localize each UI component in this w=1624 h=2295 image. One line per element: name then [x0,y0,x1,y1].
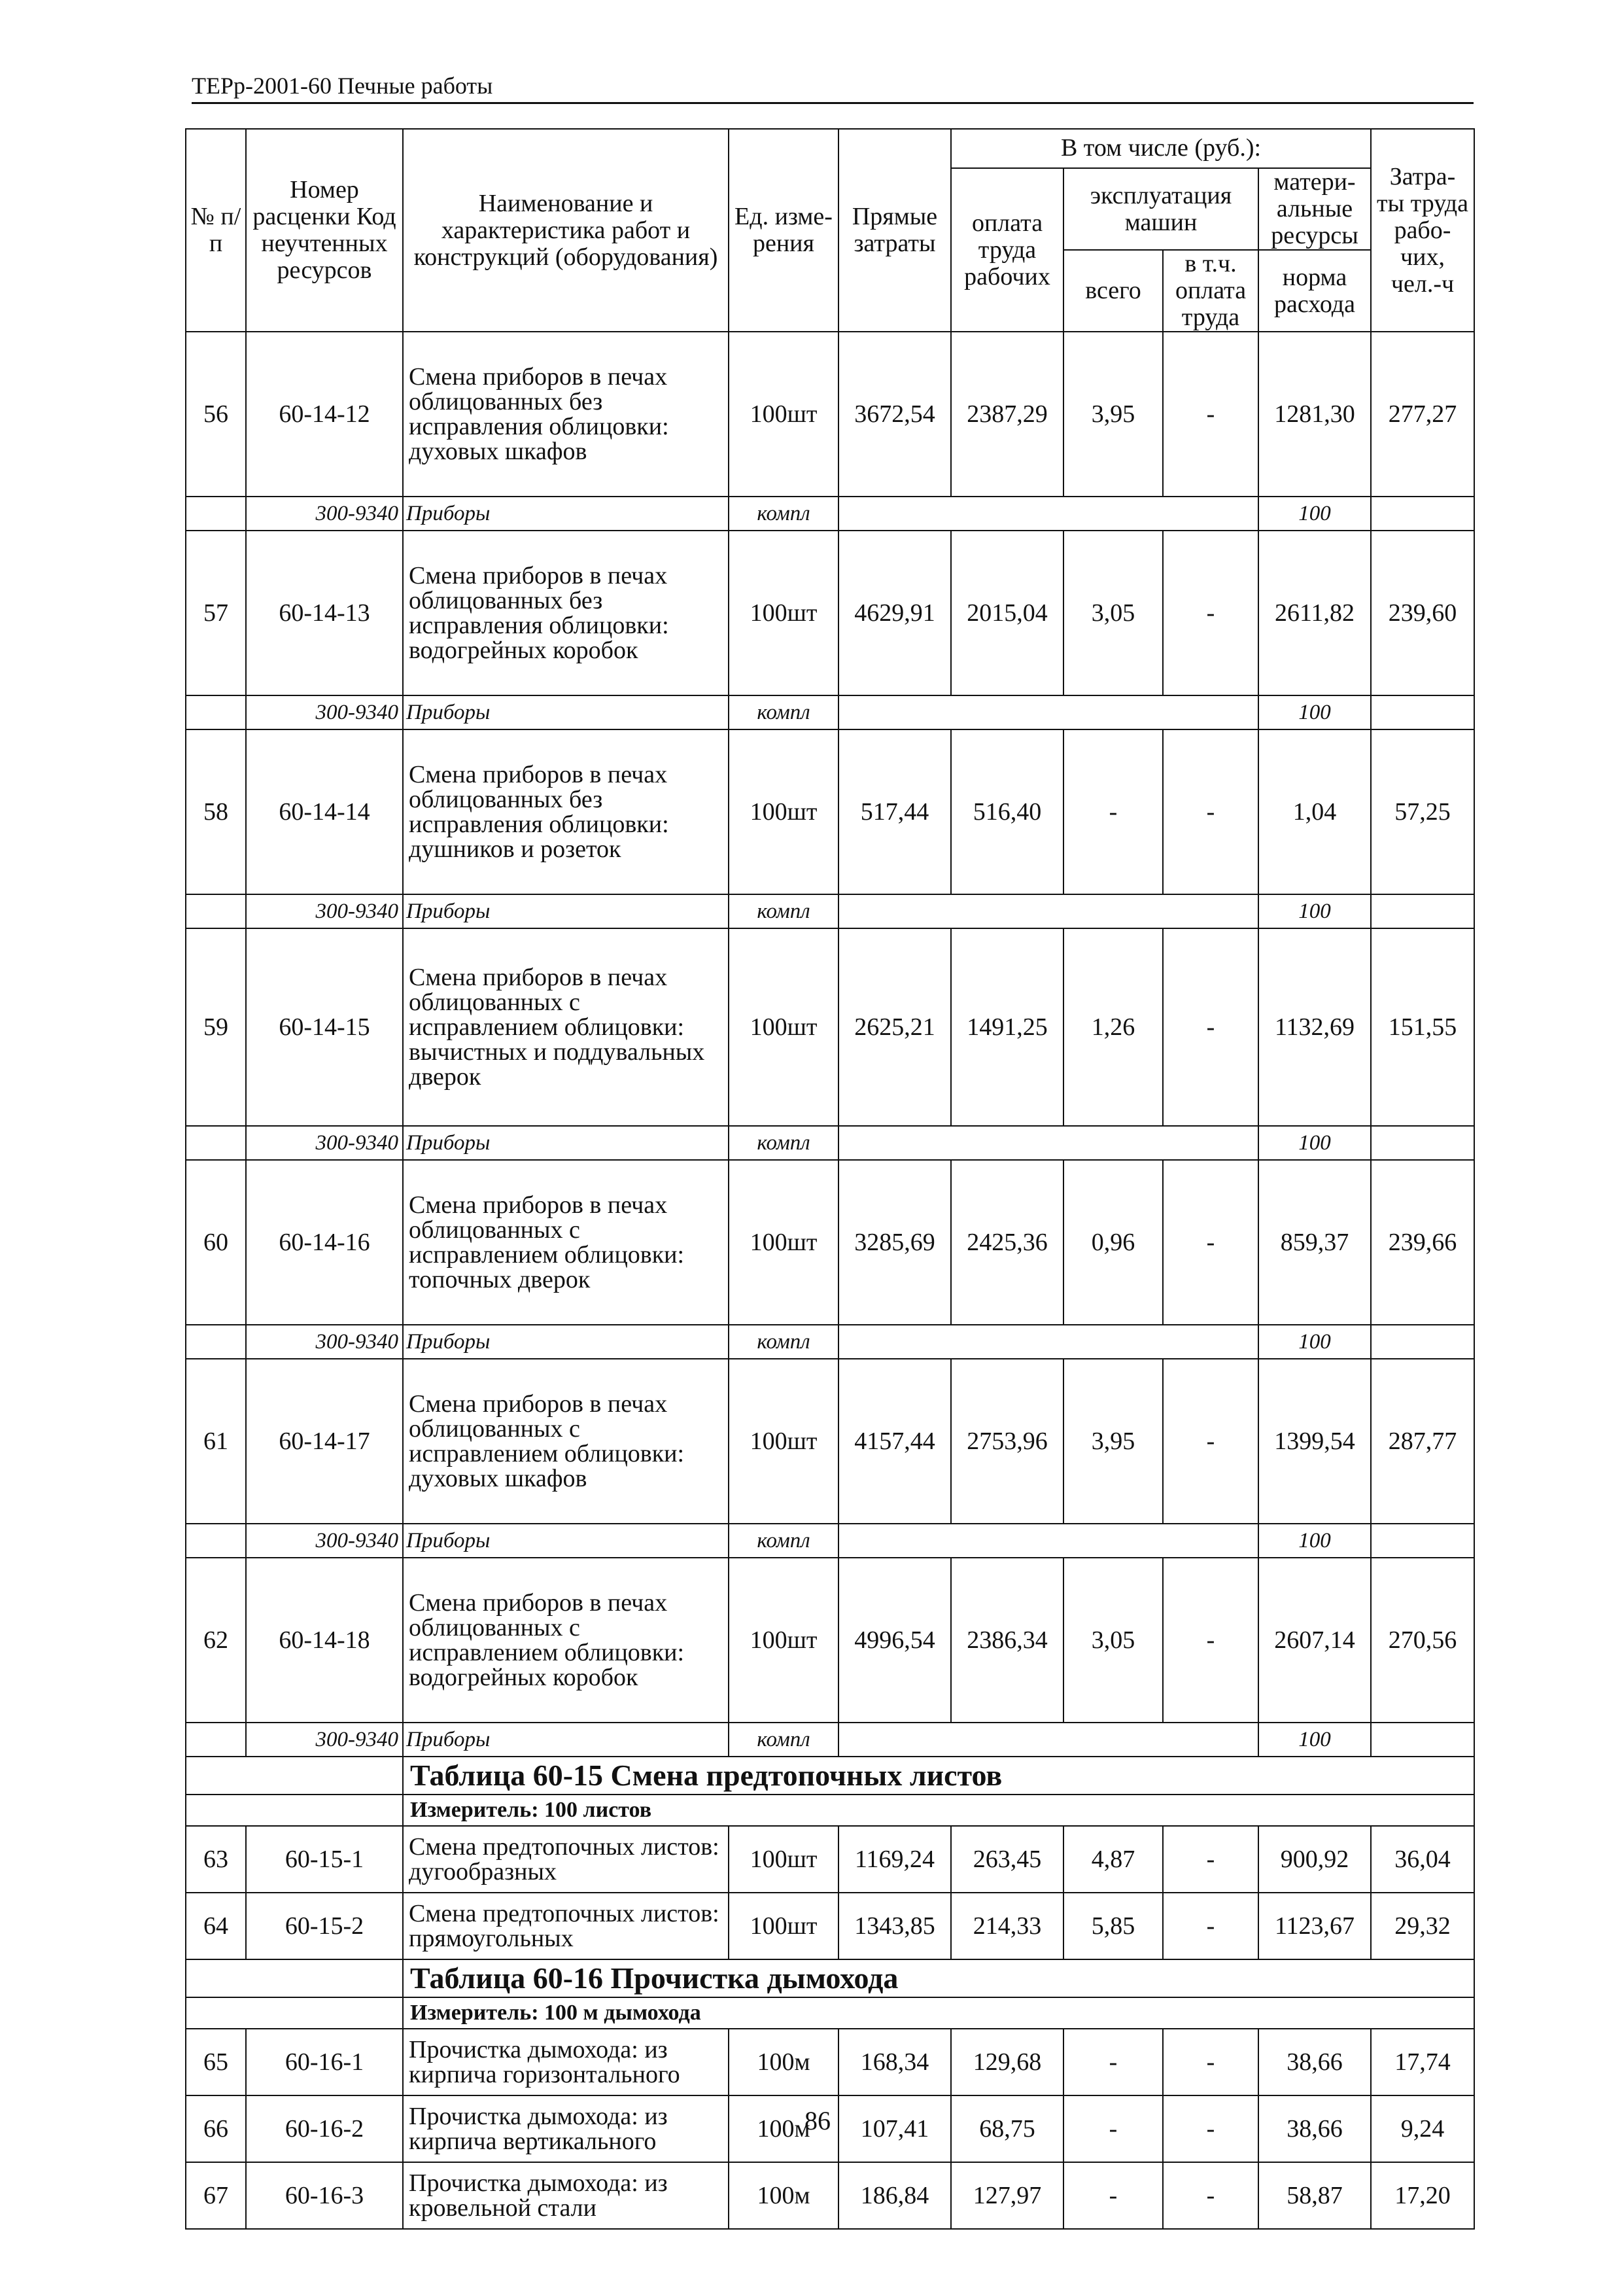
resource-row [186,695,1474,729]
table-row [186,729,1474,894]
row-direct: 1343,85 [838,1893,951,1959]
resource-row [186,1723,1474,1757]
row-code: 60-14-16 [246,1160,403,1325]
row-machines: 3,95 [1063,332,1163,497]
row-machines-pay: - [1163,1160,1258,1325]
table-row [186,2029,1474,2095]
row-materials: 1281,30 [1258,332,1371,497]
row-machines: 3,05 [1063,1558,1163,1723]
row-unit: 100шт [729,1826,838,1893]
table-row [186,1359,1474,1524]
row-code: 60-16-1 [246,2029,403,2095]
row-machines: 5,85 [1063,1893,1163,1959]
row-machines: 4,87 [1063,1826,1163,1893]
price-table [185,128,1475,2230]
col-labor-cost-header: Затра- ты труда рабо- чих, чел.-ч [1371,129,1474,332]
row-labor: 68,75 [951,2095,1063,2162]
document-header [192,72,1474,104]
row-code: 60-16-3 [246,2162,403,2229]
row-unit: 100м [729,2162,838,2229]
row-machines: - [1063,2162,1163,2229]
row-labor: 263,45 [951,1826,1063,1893]
row-hours: 36,04 [1371,1826,1474,1893]
row-unit: 100шт [729,1359,838,1524]
row-num: 62 [186,1558,246,1723]
row-machines-pay: - [1163,2095,1258,2162]
row-machines: 1,26 [1063,928,1163,1126]
row-direct: 3285,69 [838,1160,951,1325]
resource-unit: компл [729,1325,838,1359]
table-row [186,2162,1474,2229]
row-labor: 2425,36 [951,1160,1063,1325]
resource-name: Приборы [403,1524,729,1558]
row-labor: 516,40 [951,729,1063,894]
row-machines: - [1063,729,1163,894]
row-unit: 100шт [729,1160,838,1325]
resource-norm: 100 [1258,497,1371,531]
section-meter-row [186,1795,1474,1826]
row-direct: 517,44 [838,729,951,894]
row-code: 60-14-15 [246,928,403,1126]
row-hours: 239,60 [1371,531,1474,695]
resource-unit: компл [729,497,838,531]
row-name: Смена приборов в печах облицованных без исправления облицовки: душников и розеток [403,729,729,894]
col-num-header: № п/п [186,129,246,332]
row-unit: 100шт [729,531,838,695]
col-unit-header: Ед. изме- рения [729,129,838,332]
resource-norm: 100 [1258,1524,1371,1558]
col-machines-header: эксплуатация машин [1063,168,1258,250]
row-code: 60-14-14 [246,729,403,894]
resource-row [186,1325,1474,1359]
resource-row [186,497,1474,531]
row-num: 57 [186,531,246,695]
row-direct: 107,41 [838,2095,951,2162]
row-direct: 2625,21 [838,928,951,1126]
table-row [186,531,1474,695]
row-num: 61 [186,1359,246,1524]
row-direct: 1169,24 [838,1826,951,1893]
row-hours: 151,55 [1371,928,1474,1126]
resource-code: 300-9340 [246,1524,403,1558]
row-labor: 2387,29 [951,332,1063,497]
resource-code: 300-9340 [246,894,403,928]
table-60-15-title: Таблица 60-15 Смена предтопочных листов [403,1757,1474,1795]
row-name: Смена предтопочных листов: дугообразных [403,1826,729,1893]
resource-code: 300-9340 [246,497,403,531]
row-materials: 38,66 [1258,2095,1371,2162]
resource-code: 300-9340 [246,1325,403,1359]
row-machines-pay: - [1163,1893,1258,1959]
col-code-header: Номер расценки Код неучтенных ресурсов [246,129,403,332]
col-name-header: Наименование и характеристика работ и конструкций (оборудования) [403,129,729,332]
row-machines: 3,05 [1063,531,1163,695]
row-machines-pay: - [1163,2162,1258,2229]
row-num: 59 [186,928,246,1126]
resource-row [186,894,1474,928]
row-machines-pay: - [1163,1359,1258,1524]
resource-name: Приборы [403,894,729,928]
row-code: 60-14-13 [246,531,403,695]
row-materials: 1399,54 [1258,1359,1371,1524]
resource-name: Приборы [403,1325,729,1359]
resource-norm: 100 [1258,1723,1371,1757]
row-num: 56 [186,332,246,497]
row-unit: 100шт [729,1558,838,1723]
table-row [186,1558,1474,1723]
row-num: 65 [186,2029,246,2095]
row-materials: 2611,82 [1258,531,1371,695]
col-machines-pay-header: в т.ч. оплата труда [1163,250,1258,332]
row-direct: 4157,44 [838,1359,951,1524]
row-machines: 0,96 [1063,1160,1163,1325]
row-hours: 17,20 [1371,2162,1474,2229]
row-direct: 186,84 [838,2162,951,2229]
resource-norm: 100 [1258,695,1371,729]
row-name: Смена приборов в печах облицованных с исправлением облицовки: вычистных и поддувальных дверок [403,928,729,1126]
row-labor: 214,33 [951,1893,1063,1959]
row-unit: 100шт [729,729,838,894]
table-60-16-meter: Измеритель: 100 м дымохода [403,1997,1474,2029]
row-unit: 100м [729,2095,838,2162]
row-machines: - [1063,2029,1163,2095]
resource-code: 300-9340 [246,1723,403,1757]
table-body [186,332,1474,2229]
row-code: 60-16-2 [246,2095,403,2162]
row-materials: 859,37 [1258,1160,1371,1325]
row-code: 60-14-17 [246,1359,403,1524]
resource-code: 300-9340 [246,695,403,729]
row-labor: 2386,34 [951,1558,1063,1723]
row-code: 60-15-2 [246,1893,403,1959]
row-direct: 4996,54 [838,1558,951,1723]
col-machines-total-header: всего [1063,250,1163,332]
row-machines-pay: - [1163,332,1258,497]
row-name: Смена приборов в печах облицованных с исправлением облицовки: топочных дверок [403,1160,729,1325]
row-materials: 1132,69 [1258,928,1371,1126]
row-name: Прочистка дымохода: из кирпича горизонтального [403,2029,729,2095]
resource-unit: компл [729,894,838,928]
resource-name: Приборы [403,1723,729,1757]
row-hours: 239,66 [1371,1160,1474,1325]
table-header [186,129,1474,332]
row-code: 60-14-18 [246,1558,403,1723]
row-materials: 2607,14 [1258,1558,1371,1723]
row-name: Смена приборов в печах облицованных без исправления облицовки: духовых шкафов [403,332,729,497]
row-machines-pay: - [1163,1558,1258,1723]
table-row [186,1160,1474,1325]
row-num: 64 [186,1893,246,1959]
resource-norm: 100 [1258,1325,1371,1359]
row-name: Прочистка дымохода: из кирпича вертикального [403,2095,729,2162]
row-machines-pay: - [1163,531,1258,695]
row-labor: 2015,04 [951,531,1063,695]
resource-unit: компл [729,1524,838,1558]
row-hours: 57,25 [1371,729,1474,894]
row-hours: 9,24 [1371,2095,1474,2162]
row-unit: 100шт [729,332,838,497]
row-labor: 129,68 [951,2029,1063,2095]
row-num: 67 [186,2162,246,2229]
row-code: 60-14-12 [246,332,403,497]
resource-norm: 100 [1258,1126,1371,1160]
row-direct: 4629,91 [838,531,951,695]
resource-name: Приборы [403,1126,729,1160]
row-machines: - [1063,2095,1163,2162]
row-name: Прочистка дымохода: из кровельной стали [403,2162,729,2229]
resource-row [186,1524,1474,1558]
row-hours: 277,27 [1371,332,1474,497]
row-materials: 1123,67 [1258,1893,1371,1959]
table-row [186,332,1474,497]
col-labor-pay-header: оплата труда рабочих [951,168,1063,332]
row-machines-pay: - [1163,2029,1258,2095]
table-60-15-meter: Измеритель: 100 листов [403,1795,1474,1826]
table-row [186,1893,1474,1959]
row-num: 63 [186,1826,246,1893]
table-row [186,1826,1474,1893]
row-unit: 100шт [729,928,838,1126]
row-hours: 17,74 [1371,2029,1474,2095]
section-title-row [186,1959,1474,1997]
row-direct: 3672,54 [838,332,951,497]
row-labor: 1491,25 [951,928,1063,1126]
row-name: Смена предтопочных листов: прямоугольных [403,1893,729,1959]
resource-unit: компл [729,695,838,729]
row-materials: 1,04 [1258,729,1371,894]
table-60-16-title: Таблица 60-16 Прочистка дымохода [403,1959,1474,1997]
section-meter-row [186,1997,1474,2029]
resource-unit: компл [729,1126,838,1160]
col-incl-header: В том числе (руб.): [951,129,1371,168]
row-num: 66 [186,2095,246,2162]
row-unit: 100шт [729,1893,838,1959]
row-hours: 287,77 [1371,1359,1474,1524]
row-machines-pay: - [1163,928,1258,1126]
row-code: 60-15-1 [246,1826,403,1893]
row-hours: 29,32 [1371,1893,1474,1959]
row-labor: 2753,96 [951,1359,1063,1524]
row-materials: 58,87 [1258,2162,1371,2229]
section-title-row [186,1757,1474,1795]
col-direct-header: Прямые затраты [838,129,951,332]
row-materials: 38,66 [1258,2029,1371,2095]
col-materials-header: матери- альные ресурсы [1258,168,1371,250]
row-name: Смена приборов в печах облицованных без исправления облицовки: водогрейных коробок [403,531,729,695]
resource-unit: компл [729,1723,838,1757]
document-title: ТЕРр-2001-60 Печные работы [192,73,493,99]
row-machines-pay: - [1163,1826,1258,1893]
row-labor: 127,97 [951,2162,1063,2229]
resource-norm: 100 [1258,894,1371,928]
row-direct: 168,34 [838,2029,951,2095]
resource-name: Приборы [403,497,729,531]
resource-code: 300-9340 [246,1126,403,1160]
page-number: 86 [804,2106,831,2135]
row-unit: 100м [729,2029,838,2095]
row-name: Смена приборов в печах облицованных с исправлением облицовки: духовых шкафов [403,1359,729,1524]
row-machines: 3,95 [1063,1359,1163,1524]
row-machines-pay: - [1163,729,1258,894]
resource-name: Приборы [403,695,729,729]
row-hours: 270,56 [1371,1558,1474,1723]
row-num: 58 [186,729,246,894]
resource-row [186,1126,1474,1160]
table-row [186,928,1474,1126]
row-materials: 900,92 [1258,1826,1371,1893]
row-num: 60 [186,1160,246,1325]
col-norm-header: норма расхода [1258,250,1371,332]
row-name: Смена приборов в печах облицованных с исправлением облицовки: водогрейных коробок [403,1558,729,1723]
